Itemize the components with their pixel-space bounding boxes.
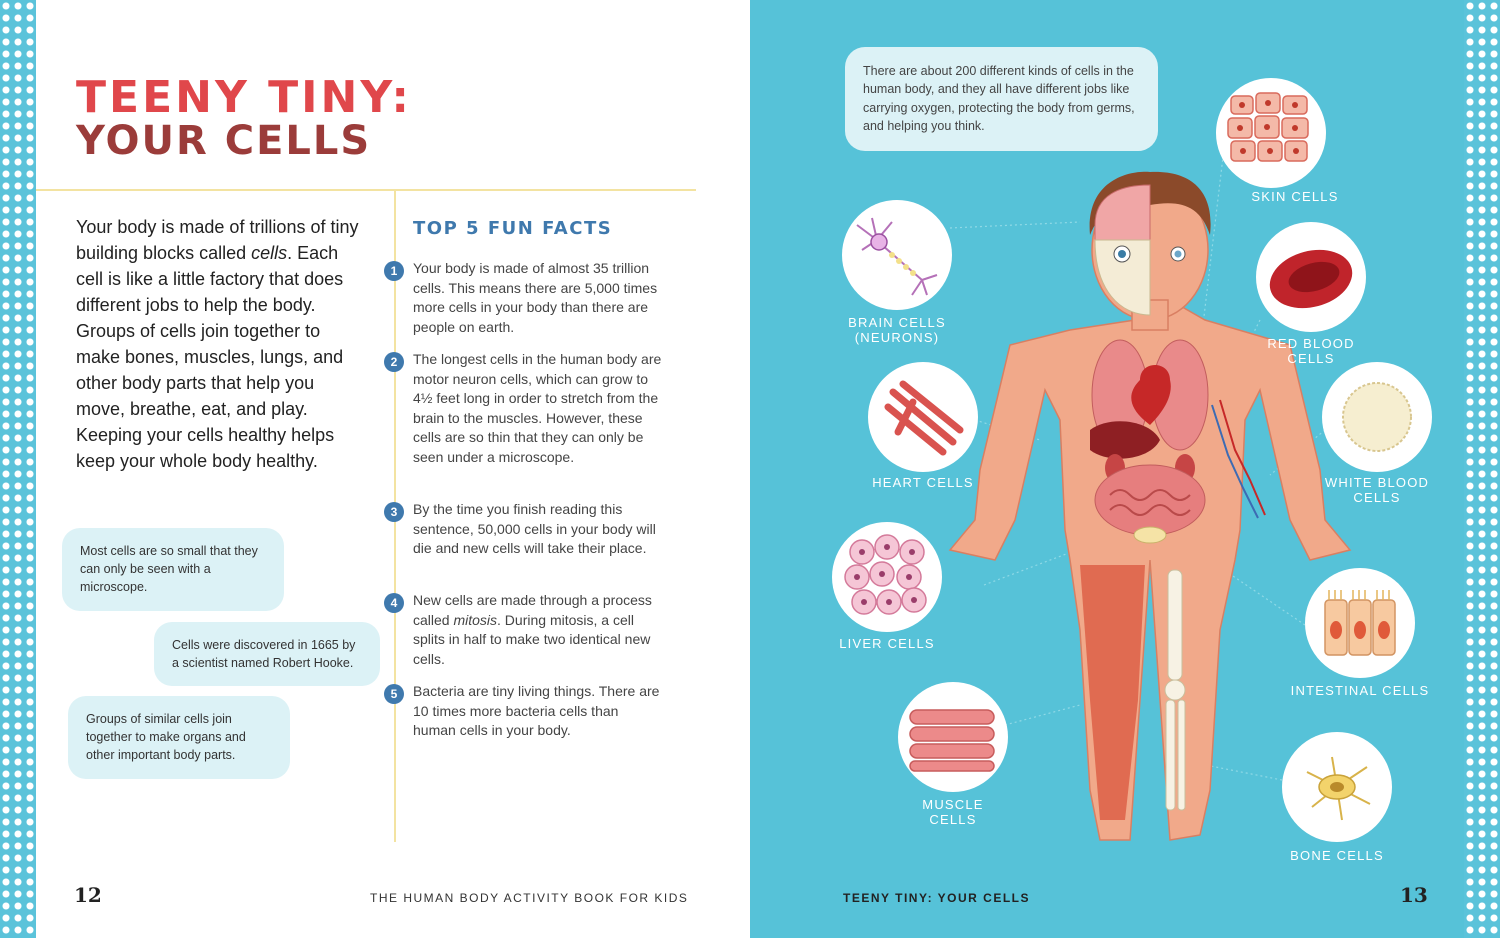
fact-emphasis: mitosis: [453, 611, 498, 628]
book-title-footer: THE HUMAN BODY ACTIVITY BOOK FOR KIDS: [370, 891, 689, 905]
fact-bubble-organs: Groups of similar cells join together to make organs and other important body parts.: [68, 696, 290, 779]
bone-cells-label: BONE CELLS: [1290, 848, 1384, 863]
intro-emphasis: cells: [251, 243, 288, 263]
fact-number-badge: 5: [384, 684, 404, 704]
fact-item: [384, 500, 664, 559]
intro-paragraph: [76, 214, 366, 474]
red-blood-cells-label: RED BLOOD CELLS: [1267, 336, 1355, 366]
heart-cells-icon: [868, 362, 978, 472]
intro-text-2: . Each cell is like a little factory that does different jobs to help the body. Groups of cells join together to make bones, muscles, lungs, and other body parts that help you move, breathe, eat, and play. Keeping your cells healthy helps keep your whole body healthy.: [76, 243, 344, 471]
right-dot-border: [1464, 0, 1500, 938]
intro-text-1: Your body is made of trillions of tiny building blocks called: [76, 217, 359, 263]
page-title-line2: YOUR CELLS: [76, 118, 372, 164]
red-blood-cell-icon: [1256, 222, 1366, 332]
fact-bubble-microscope: Most cells are so small that they can only be seen with a microscope.: [62, 528, 284, 611]
left-dot-border: [0, 0, 36, 938]
fact-number-badge: 2: [384, 352, 404, 372]
fact-text: Your body is made of almost 35 trillion cells. This means there are 5,000 times more cells in your body than there are people on earth.: [413, 260, 658, 335]
fact-item: [384, 591, 664, 669]
left-page: [36, 0, 750, 938]
horizontal-divider: [36, 189, 696, 191]
fact-text: [413, 591, 664, 669]
muscle-cells-label: MUSCLE CELLS: [922, 797, 984, 827]
fact-item: [384, 682, 664, 741]
liver-cells-icon: [832, 522, 942, 632]
skin-cells-icon: [1216, 78, 1326, 188]
page-number-left: 12: [74, 883, 102, 907]
cell-types-bubble: There are about 200 different kinds of cells in the human body, and they all have different jobs like carrying oxygen, protecting the body from germs, and helping you think.: [845, 47, 1158, 151]
facts-heading: TOP 5 FUN FACTS: [413, 218, 613, 239]
fact-text: The longest cells in the human body are motor neuron cells, which can grow to 4½ feet long in order to stretch from the brain to the muscles. However, these cells are so thin that they can only be seen under a microscope.: [413, 351, 662, 465]
fact-text-part: New cells are made through a process called: [413, 592, 652, 628]
fact-bubble-hooke: Cells were discovered in 1665 by a scientist named Robert Hooke.: [154, 622, 380, 686]
right-page: [750, 0, 1464, 938]
fact-text-part: . During mitosis, a cell splits in half to make two identical new cells.: [413, 611, 651, 667]
page-title-line1: TEENY TINY:: [76, 72, 412, 123]
liver-cells-label: LIVER CELLS: [839, 636, 935, 651]
fact-item: [384, 350, 664, 468]
fact-text: By the time you finish reading this sentence, 50,000 cells in your body will die and new cells will take their place.: [413, 501, 656, 557]
fact-item: [384, 259, 664, 337]
heart-cells-label: HEART CELLS: [872, 475, 974, 490]
fact-number-badge: 4: [384, 593, 404, 613]
white-blood-cell-icon: [1322, 362, 1432, 472]
brain-cells-label: BRAIN CELLS (NEURONS): [848, 315, 946, 345]
page-number-right: 13: [1400, 883, 1428, 907]
fact-number-badge: 3: [384, 502, 404, 522]
muscle-cells-icon: [898, 682, 1008, 792]
skin-cells-label: SKIN CELLS: [1251, 189, 1339, 204]
intestinal-cells-label: INTESTINAL CELLS: [1290, 683, 1430, 698]
fact-text: Bacteria are tiny living things. There are 10 times more bacteria cells than human cells in your body.: [413, 683, 660, 739]
white-blood-cells-label: WHITE BLOOD CELLS: [1324, 475, 1430, 505]
bone-cell-icon: [1282, 732, 1392, 842]
intestinal-cells-icon: [1305, 568, 1415, 678]
section-title-footer: TEENY TINY: YOUR CELLS: [843, 891, 1031, 905]
neuron-icon: [842, 200, 952, 310]
fact-number-badge: 1: [384, 261, 404, 281]
